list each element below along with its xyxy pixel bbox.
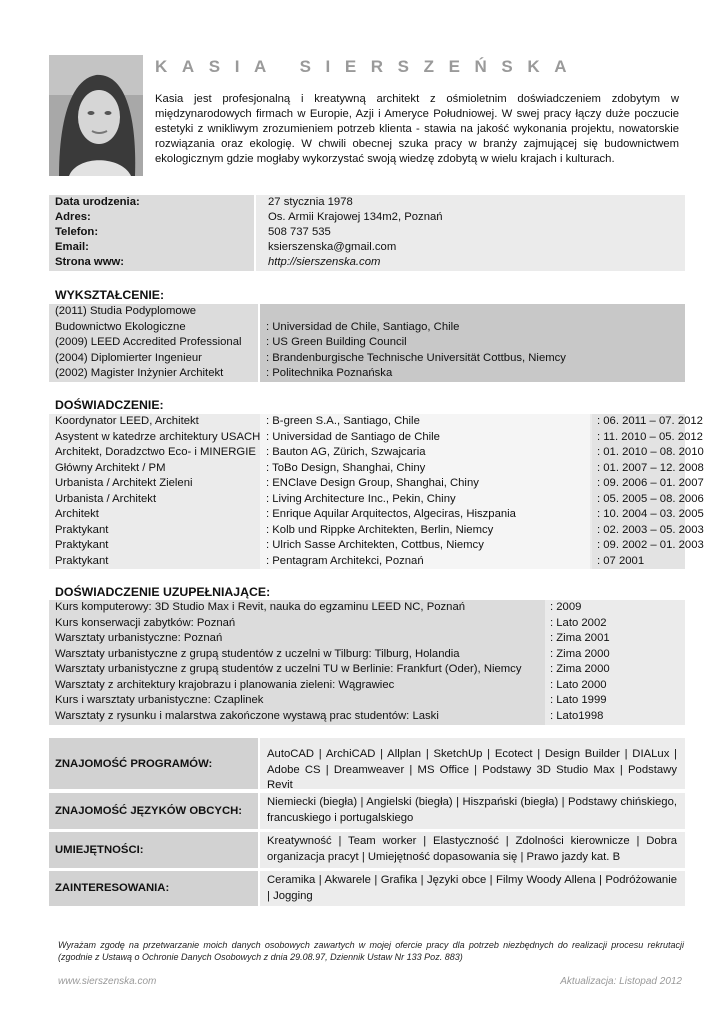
intro-paragraph: Kasia jest profesjonalną i kreatywną architekt z ośmioletnim doświadczeniem zdobytym w międzynarodowych firmach w Europie, Azji i Ameryce Południowej. W swej pracy łączy duże poczucie estetyki z wnikliwym zrozumieniem potrzeb klienta - stawia na jakość wykonania projektu, nowatorskie rozwiązania oraz ekologię. W chwili obecnej szuka pracy w branży zajmującej się budownictwem ekologicznym gdzie mogłaby wykorzystać swoją wiedzę zdobytą w wielu krajach i kulturach. — [155, 93, 679, 166]
experience-table — [49, 414, 704, 569]
education-table — [49, 304, 685, 382]
phone-value: 508 737 535 — [268, 226, 331, 238]
website-label: Strona www: — [55, 256, 125, 268]
table-row: Warsztaty z architektury krajobrazu i planowania zieleni: Wągrawiec : Lato 2000 — [55, 678, 607, 691]
table-row: Warsztaty urbanistyczne z grupą studentów z uczelni w Tilburg: Tilburg, Holandia : Zima 2000 — [55, 647, 610, 660]
table-row: Architekt, Doradzctwo Eco- i MINERGIE : Bauton AG, Zürich, Szwajcaria : 01. 2010 – 08. 2010 — [55, 446, 704, 458]
software-skills-block — [49, 738, 685, 792]
table-row: Budownictwo Ekologiczne : Universidad de Chile, Santiago, Chile — [55, 320, 460, 333]
table-row: Urbanista / Architekt : Living Architecture Inc., Pekin, Chiny : 05. 2005 – 08. 2006 — [55, 492, 704, 505]
languages-value: Niemiecki (biegła) | Angielski (biegła) | Hiszpański (biegła) | Podstawy chińskiego, francuskiego i portugalskiego — [267, 796, 677, 824]
software-skills-value: AutoCAD | ArchiCAD | Allplan | SketchUp | Ecotect | Design Builder | DIALux | Adobe CS | Dreamweaver | MS Office | Podstawy 3D Studio Max | Podstawy Revit — [267, 748, 677, 792]
table-row: Główny Architekt / PM : ToBo Design, Shanghai, Chiny : 01. 2007 – 12. 2008 — [55, 461, 704, 474]
footer-website[interactable]: www.sierszenska.com — [58, 976, 157, 987]
website-value[interactable]: http://sierszenska.com — [268, 256, 381, 268]
languages-label: ZNAJOMOŚĆ JĘZYKÓW OBCYCH: — [55, 805, 243, 817]
birthdate-label: Data urodzenia: — [55, 196, 140, 208]
table-row: (2002) Magister Inżynier Architekt : Politechnika Poznańska — [55, 367, 393, 379]
languages-block — [49, 793, 685, 829]
footer-updated: Aktualizacja: Listopad 2012 — [560, 976, 682, 987]
email-label: Email: — [55, 241, 89, 253]
table-row: Praktykant : Pentagram Architekci, Poznań : 07 2001 — [55, 554, 645, 567]
table-row: Kurs komputerowy: 3D Studio Max i Revit, nauka do egzaminu LEED NC, Poznań : 2009 — [55, 601, 582, 613]
profile-photo — [49, 55, 143, 176]
table-row: Warsztaty urbanistyczne z grupą studentów z uczelni TU w Berlinie: Frankfurt (Oder), Niemcy : Zima 2000 — [55, 663, 610, 675]
interests-label: ZAINTERESOWANIA: — [55, 882, 170, 894]
table-row: Kurs konserwacji zabytków: Poznań : Lato 2002 — [55, 616, 607, 629]
consent-clause: Wyrażam zgodę na przetwarzanie moich danych osobowych zawartych w mojej ofercie pracy dla potrzeb niezbędnych do realizacji procesu rekrutacji (zgodnie z Ustawą o Ochronie Danych Osobowych z dnia 29.08.97, Dziennik Ustaw Nr 133 Poz. 883) — [58, 940, 684, 962]
table-row: Warsztaty z rysunku i malarstwa zakończone wystawą prac studentów: Laski : Lato1998 — [55, 709, 604, 722]
table-row: (2004) Diplomierter Ingenieur : Brandenburgische Technische Universität Cottbus, Niemcy — [55, 351, 566, 364]
phone-label: Telefon: — [55, 226, 99, 238]
extra-experience-table — [49, 600, 685, 725]
interests-block — [49, 871, 685, 906]
table-row: Asystent w katedrze architektury USACH : Universidad de Santiago de Chile : 11. 2010 – 05. 2012 — [55, 430, 703, 443]
software-skills-label: ZNAJOMOŚĆ PROGRAMÓW: — [55, 758, 213, 770]
table-row: Koordynator LEED, Architekt : B-green S.A., Santiago, Chile : 06. 2011 – 07. 2012 — [55, 415, 703, 427]
education-heading: WYKSZTAŁCENIE: — [55, 288, 165, 302]
interests-value: Ceramika | Akwarele | Grafika | Języki obce | Filmy Woody Allena | Podróżowanie | Jogging — [267, 874, 677, 902]
address-value: Os. Armii Krajowej 134m2, Poznań — [268, 211, 443, 223]
candidate-name: KASIA SIERSZEŃSKA — [155, 57, 582, 76]
table-row: Architekt : Enrique Aquilar Arquitectos, Algeciras, Hiszpania : 10. 2004 – 03. 2005 — [55, 508, 704, 520]
table-row: Praktykant : Ulrich Sasse Architekten, Cottbus, Niemcy : 09. 2002 – 01. 2003 — [55, 539, 704, 551]
email-value: ksierszenska@gmail.com — [268, 241, 397, 253]
address-label: Adres: — [55, 211, 91, 223]
abilities-label: UMIEJĘTNOŚCI: — [55, 844, 144, 856]
table-row: (2011) Studia Podyplomowe — [55, 305, 197, 317]
table-row: Warsztaty urbanistyczne: Poznań : Zima 2001 — [55, 632, 610, 644]
abilities-value: Kreatywność | Team worker | Elastyczność | Zdolności kierownicze | Dobra organizacja pracyt | Umiejętność dopasowania się | Prawo jazdy kat. B — [267, 835, 677, 863]
table-row: Urbanista / Architekt Zieleni : ENClave Design Group, Shanghai, Chiny : 09. 2006 – 01. 2007 — [55, 477, 704, 489]
extra-experience-heading: DOŚWIADCZENIE UZUPEŁNIAJĄCE: — [55, 585, 271, 599]
table-row: Praktykant : Kolb und Rippke Architekten, Berlin, Niemcy : 02. 2003 – 05. 2003 — [55, 523, 704, 536]
birthdate-value: 27 stycznia 1978 — [268, 196, 353, 208]
experience-heading: DOŚWIADCZENIE: — [55, 398, 164, 412]
abilities-block — [49, 832, 685, 868]
personal-info-block — [49, 195, 685, 271]
table-row: Kurs i warsztaty urbanistyczne: Czaplinek : Lato 1999 — [55, 694, 607, 706]
table-row: (2009) LEED Accredited Professional : US Green Building Council — [55, 336, 407, 348]
